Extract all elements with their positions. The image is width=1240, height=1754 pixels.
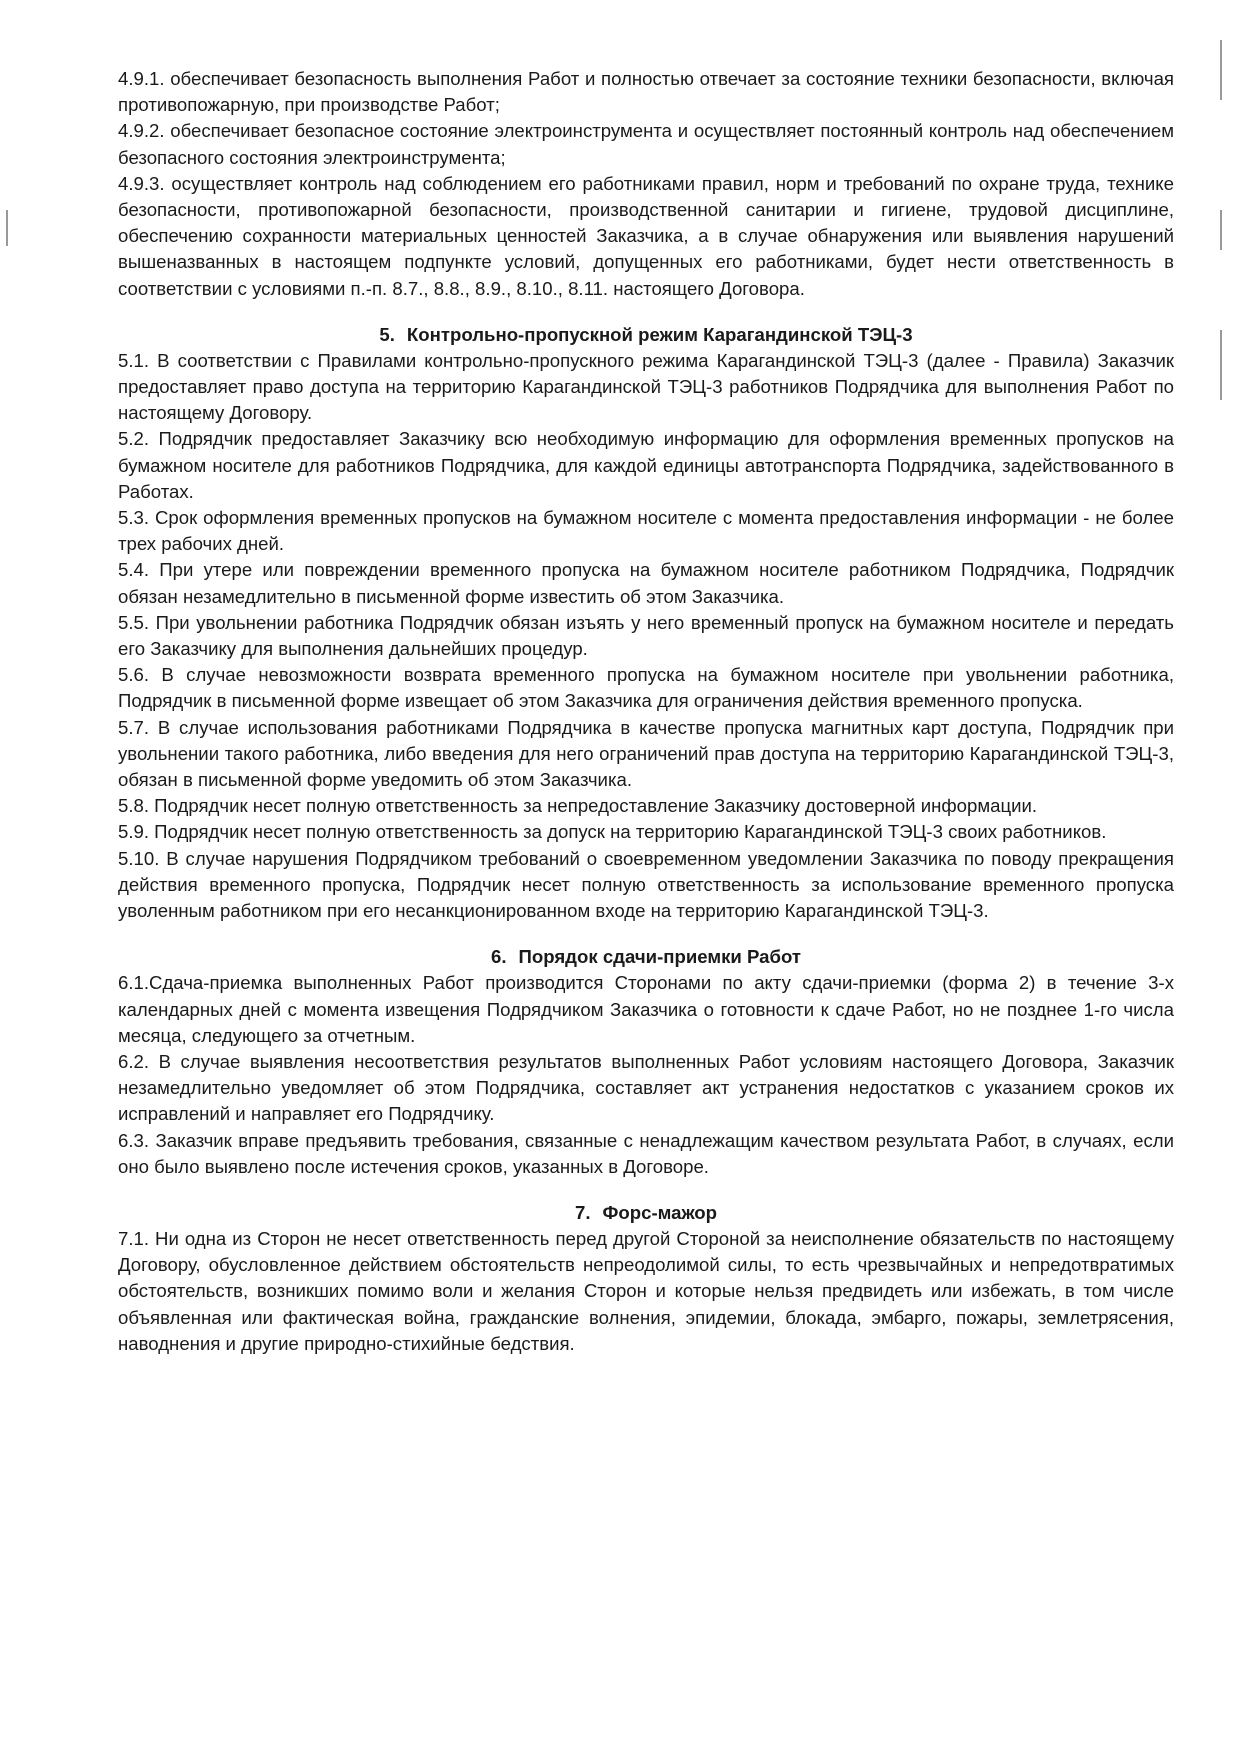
scan-edge-mark [1220, 40, 1222, 100]
clause-7-1: 7.1. Ни одна из Сторон не несет ответственность перед другой Стороной за неисполнение обязательств по настоящему Договору, обусловленное действием обстоятельств непреодолимой силы, то есть чрезвычайных и непредотвратимых обстоятельств, возникших помимо воли и желания Сторон и которые нельзя предвидеть или избежать, в том числе объявленная или фактическая война, гражданские волнения, эпидемии, блокада, эмбарго, пожары, землетрясения, наводнения и другие природно-стихийные бедствия. [118, 1227, 1174, 1354]
section-heading [118, 1200, 1174, 1226]
clause-5-9: 5.9. Подрядчик несет полную ответственность за допуск на территорию Карагандинской ТЭЦ-3 своих работников. [118, 821, 1107, 843]
clause-5-1: 5.1. В соответствии с Правилами контрольно-пропускного режима Карагандинской ТЭЦ-3 (далее - Правила) Заказчик предоставляет право доступа на территорию Карагандинской ТЭЦ-3 работников Подрядчика для выполнения Работ по настоящему Договору. [118, 349, 1174, 424]
section-number: 7. [575, 1201, 591, 1223]
section-6 [118, 944, 1174, 1180]
clause-4-9-1: 4.9.1. обеспечивает безопасность выполнения Работ и полностью отвечает за состояние техники безопасности, включая противопожарную, при производстве Работ; [118, 68, 1174, 116]
clause-6-1: 6.1.Сдача-приемка выполненных Работ производится Сторонами по акту сдачи-приемки (форма 2) в течение 3-х календарных дней с момента извещения Подрядчиком Заказчика о готовности к сдаче Работ, но не позднее 1-го числа месяца, следующего за отчетным. [118, 972, 1174, 1046]
scan-edge-mark [1220, 210, 1222, 250]
clause-6-2: 6.2. В случае выявления несоответствия результатов выполненных Работ условиям настоящего Договора, Заказчик незамедлительно уведомляет об этом Подрядчика, составляет акт устранения недостатков с указанием сроков их исправлений и направляет его Подрядчику. [118, 1050, 1174, 1125]
scan-edge-mark [1220, 330, 1222, 400]
section-title: Контрольно-пропускной режим Карагандинской ТЭЦ-3 [406, 323, 913, 345]
section-title: Порядок сдачи-приемки Работ [518, 946, 802, 968]
section-number: 6. [490, 946, 507, 968]
clause-4-9-2: 4.9.2. обеспечивает безопасное состояние электроинструмента и осуществляет постоянный контроль над обеспечением безопасного состояния электроинструмента; [118, 120, 1174, 168]
clause-5-4: 5.4. При утере или повреждении временного пропуска на бумажном носителе работником Подрядчика, Подрядчик обязан незамедлительно в письменной форме известить об этом Заказчика. [118, 559, 1174, 607]
section-heading [118, 944, 1174, 970]
clause-5-10: 5.10. В случае нарушения Подрядчиком требований о своевременном уведомлении Заказчика по поводу прекращения действия временного пропуска, Подрядчик несет полную ответственность за использование временного пропуска уволенным работником при его несанкционированном входе на территорию Карагандинской ТЭЦ-3. [118, 847, 1174, 922]
section-7 [118, 1200, 1174, 1357]
section-heading [118, 322, 1174, 348]
clause-5-6: 5.6. В случае невозможности возврата временного пропуска на бумажном носителе при увольнении работника, Подрядчик в письменной форме извещает об этом Заказчика для ограничения действия временного пропуска. [118, 664, 1174, 712]
section-4-continued [118, 66, 1174, 302]
scan-edge-mark [6, 210, 8, 246]
section-5 [118, 322, 1174, 924]
section-number: 5. [379, 323, 395, 345]
clause-4-9-3: 4.9.3. осуществляет контроль над соблюдением его работниками правил, норм и требований по охране труда, технике безопасности, противопожарной безопасности, производственной санитарии и гигиене, трудовой дисциплине, обеспечению сохранности материальных ценностей Заказчика, а в случае обнаружения или выявления нарушений вышеназванных в настоящем подпункте условий, допущенных его работниками, будет нести ответственность в соответствии с условиями п.-п. 8.7., 8.8., 8.9., 8.10., 8.11. настоящего Договора. [118, 172, 1174, 299]
clause-5-5: 5.5. При увольнении работника Подрядчик обязан изъять у него временный пропуск на бумажном носителе и передать его Заказчику для выполнения дальнейших процедур. [118, 611, 1174, 660]
clause-5-2: 5.2. Подрядчик предоставляет Заказчику всю необходимую информацию для оформления временных пропусков на бумажном носителе для работников Подрядчика, для каждой единицы автотранспорта Подрядчика, задействованного в Работах. [118, 428, 1174, 502]
clause-6-3: 6.3. Заказчик вправе предъявить требования, связанные с ненадлежащим качеством результата Работ, в случаях, если оно было выявлено после истечения сроков, указанных в Договоре. [118, 1129, 1174, 1177]
clause-5-8: 5.8. Подрядчик несет полную ответственность за непредоставление Заказчику достоверной информации. [118, 795, 1038, 817]
document-page [118, 66, 1174, 1357]
clause-5-7: 5.7. В случае использования работниками Подрядчика в качестве пропуска магнитных карт доступа, Подрядчик при увольнении такого работника, либо введения для него ограничений прав доступа на территорию Карагандинской ТЭЦ-3, обязан в письменной форме уведомить об этом Заказчика. [118, 716, 1174, 791]
clause-5-3: 5.3. Срок оформления временных пропусков на бумажном носителе с момента предоставления информации - не более трех рабочих дней. [118, 507, 1174, 555]
section-title: Форс-мажор [602, 1201, 717, 1223]
